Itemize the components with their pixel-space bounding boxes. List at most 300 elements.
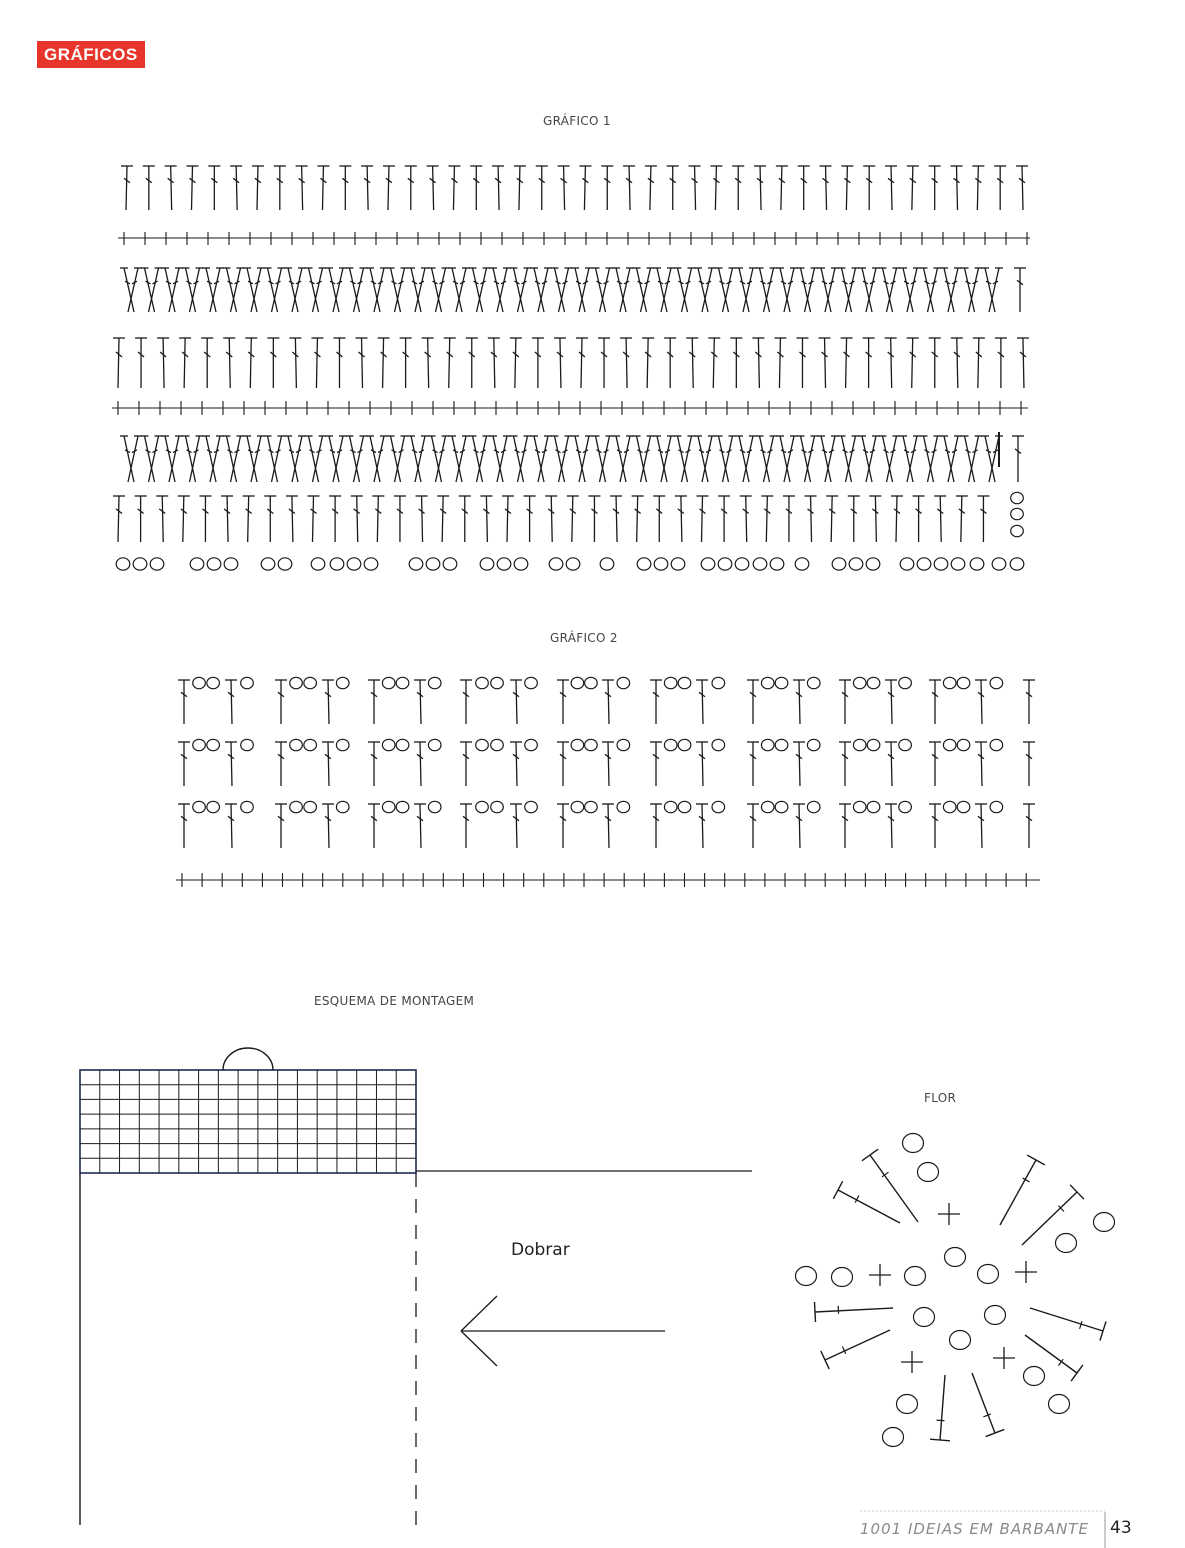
double-crochet-symbol xyxy=(675,496,687,542)
double-crochet-symbol xyxy=(368,742,380,786)
chain-symbol xyxy=(897,1395,918,1414)
double-crochet-symbol xyxy=(839,680,851,724)
double-crochet-symbol xyxy=(805,496,817,542)
double-crochet-symbol xyxy=(557,804,569,848)
chain-symbol xyxy=(678,739,691,750)
crossed-stitch-symbol xyxy=(284,268,306,312)
chain-symbol xyxy=(150,558,164,570)
double-crochet-symbol xyxy=(774,338,786,388)
chain-symbol xyxy=(382,801,395,812)
crossed-stitch-symbol xyxy=(858,436,880,482)
crossed-stitch-symbol xyxy=(243,436,265,482)
double-crochet-symbol xyxy=(793,742,805,786)
crossed-stitch-symbol xyxy=(674,436,696,482)
double-crochet-symbol xyxy=(208,166,220,210)
crossed-stitch-symbol xyxy=(653,436,675,482)
crossed-stitch-symbol xyxy=(674,268,696,312)
double-crochet-symbol xyxy=(686,338,698,388)
double-crochet-symbol xyxy=(667,166,679,210)
chain-symbol xyxy=(853,801,866,812)
double-crochet-symbol xyxy=(230,166,242,210)
double-crochet-symbol xyxy=(437,496,449,542)
crossed-stitch-symbol xyxy=(346,436,368,482)
chain-symbol xyxy=(617,801,630,812)
crossed-stitch-symbol xyxy=(612,268,634,312)
double-crochet-symbol xyxy=(289,338,301,388)
double-crochet-symbol xyxy=(885,742,897,786)
chain-symbol xyxy=(224,558,238,570)
double-crochet-symbol xyxy=(356,338,368,388)
double-crochet-symbol xyxy=(121,166,133,210)
double-crochet-symbol xyxy=(588,496,600,542)
double-crochet-symbol xyxy=(368,804,380,848)
double-crochet-symbol xyxy=(444,338,456,388)
double-crochet-symbol xyxy=(664,338,676,388)
chain-symbol xyxy=(951,558,965,570)
crossed-stitch-symbol xyxy=(120,436,142,482)
chain-symbol xyxy=(514,558,528,570)
chain-symbol xyxy=(525,739,538,750)
crossed-stitch-symbol xyxy=(428,436,450,482)
chain-symbol xyxy=(497,558,511,570)
double-crochet-symbol xyxy=(1017,338,1029,388)
chain-symbol xyxy=(330,558,344,570)
double-crochet-symbol xyxy=(907,338,919,388)
double-crochet-symbol xyxy=(826,496,838,542)
chart2-title: GRÁFICO 2 xyxy=(550,631,618,645)
double-crochet-symbol xyxy=(225,742,237,786)
assembly-diagram xyxy=(80,1048,752,1525)
crossed-stitch-symbol xyxy=(346,268,368,312)
chain-symbol xyxy=(207,801,220,812)
double-crochet-symbol xyxy=(311,338,323,388)
double-crochet-symbol xyxy=(414,680,426,724)
chain-symbol xyxy=(701,558,715,570)
double-crochet-symbol xyxy=(740,496,752,542)
chain-symbol xyxy=(549,558,563,570)
double-crochet-symbol xyxy=(502,496,514,542)
double-crochet-symbol xyxy=(929,680,941,724)
double-crochet-symbol xyxy=(510,680,522,724)
double-crochet-symbol xyxy=(929,166,941,210)
chain-symbol xyxy=(943,739,956,750)
double-crochet-symbol xyxy=(747,804,759,848)
double-crochet-symbol xyxy=(333,338,345,388)
petal-stitch-symbol xyxy=(862,1149,918,1222)
chain-symbol xyxy=(712,739,725,750)
chain-symbol xyxy=(1011,492,1024,503)
double-crochet-symbol xyxy=(524,496,536,542)
crossed-stitch-symbol xyxy=(879,268,901,312)
double-crochet-symbol xyxy=(245,338,257,388)
chain-symbol xyxy=(443,558,457,570)
crossed-stitch-symbol xyxy=(776,436,798,482)
double-crochet-symbol xyxy=(610,496,622,542)
double-crochet-symbol xyxy=(793,804,805,848)
chain-symbol xyxy=(795,558,809,570)
crossed-stitch-symbol xyxy=(161,436,183,482)
double-crochet-symbol xyxy=(689,166,701,210)
crossed-stitch-symbol xyxy=(448,436,470,482)
crossed-stitch-symbol xyxy=(223,436,245,482)
double-crochet-symbol xyxy=(973,338,985,388)
double-crochet-symbol xyxy=(480,496,492,542)
double-crochet-symbol xyxy=(783,496,795,542)
crossed-stitch-symbol xyxy=(817,268,839,312)
chain-symbol xyxy=(193,677,206,688)
chain-symbol xyxy=(761,739,774,750)
chain-symbol xyxy=(241,739,254,750)
chain-symbol xyxy=(990,739,1003,750)
crossed-stitch-symbol xyxy=(838,268,860,312)
chain-symbol xyxy=(1049,1395,1070,1414)
double-crochet-symbol xyxy=(317,166,329,210)
chain-symbol xyxy=(585,739,598,750)
chain-symbol xyxy=(311,558,325,570)
chain-symbol xyxy=(914,1308,935,1327)
chain-symbol xyxy=(476,677,489,688)
crossed-stitch-symbol xyxy=(182,436,204,482)
chain-symbol xyxy=(867,739,880,750)
double-crochet-symbol xyxy=(394,496,406,542)
crossed-stitch-symbol xyxy=(284,436,306,482)
double-crochet-symbol xyxy=(275,742,287,786)
double-crochet-symbol xyxy=(951,338,963,388)
crossed-stitch-symbol xyxy=(264,436,286,482)
double-crochet-symbol xyxy=(620,338,632,388)
double-crochet-symbol xyxy=(579,166,591,210)
crossed-stitch-symbol xyxy=(756,436,778,482)
single-crochet-symbol xyxy=(869,1264,891,1286)
chain-symbol xyxy=(290,739,303,750)
double-crochet-symbol xyxy=(351,496,363,542)
single-crochet-symbol xyxy=(993,1347,1015,1369)
double-crochet-symbol xyxy=(1023,742,1035,786)
grid-panel xyxy=(80,1070,416,1173)
chain-symbol xyxy=(770,558,784,570)
chain-symbol xyxy=(207,739,220,750)
crossed-stitch-symbol xyxy=(981,268,1003,312)
double-crochet-symbol xyxy=(178,496,190,542)
chain-symbol xyxy=(207,677,220,688)
chain-symbol xyxy=(905,1267,926,1286)
double-crochet-symbol xyxy=(645,166,657,210)
double-crochet-symbol xyxy=(863,166,875,210)
double-crochet-symbol xyxy=(696,496,708,542)
crossed-stitch-symbol xyxy=(182,268,204,312)
double-crochet-symbol xyxy=(863,338,875,388)
chain-symbol xyxy=(585,677,598,688)
crossed-stitch-symbol xyxy=(776,268,798,312)
crossed-stitch-symbol xyxy=(715,268,737,312)
chain-symbol xyxy=(712,677,725,688)
double-crochet-symbol xyxy=(400,338,412,388)
double-crochet-symbol xyxy=(972,166,984,210)
chain-symbol xyxy=(382,677,395,688)
chain-symbol xyxy=(193,801,206,812)
chain-symbol xyxy=(290,801,303,812)
double-crochet-symbol xyxy=(869,496,881,542)
chain-symbol xyxy=(585,801,598,812)
crossed-stitch-symbol xyxy=(489,436,511,482)
petal-stitch-symbol xyxy=(1000,1155,1045,1225)
double-crochet-symbol xyxy=(225,680,237,724)
crossed-stitch-symbol xyxy=(448,268,470,312)
crossed-stitch-symbol xyxy=(264,268,286,312)
chain-symbol xyxy=(409,558,423,570)
double-crochet-symbol xyxy=(378,338,390,388)
double-crochet-symbol xyxy=(839,804,851,848)
crossed-stitch-symbol xyxy=(899,268,921,312)
double-crochet-symbol xyxy=(264,496,276,542)
double-crochet-symbol xyxy=(275,680,287,724)
chain-symbol xyxy=(476,739,489,750)
chain-symbol xyxy=(761,801,774,812)
double-crochet-symbol xyxy=(307,496,319,542)
double-crochet-symbol xyxy=(650,804,662,848)
double-crochet-symbol xyxy=(510,742,522,786)
publication-name: 1001 IDEIAS EM BARBANTE xyxy=(860,1520,1089,1538)
crossed-stitch-symbol xyxy=(469,268,491,312)
double-crochet-symbol xyxy=(1023,680,1035,724)
double-crochet-symbol xyxy=(601,166,613,210)
double-crochet-symbol xyxy=(414,804,426,848)
double-crochet-symbol xyxy=(602,804,614,848)
double-crochet-symbol xyxy=(329,496,341,542)
chain-symbol xyxy=(832,558,846,570)
chain-symbol xyxy=(899,677,912,688)
chain-symbol xyxy=(336,677,349,688)
chain-symbol xyxy=(866,558,880,570)
crossed-stitch-symbol xyxy=(571,436,593,482)
chain-symbol xyxy=(428,677,441,688)
double-crochet-symbol xyxy=(907,166,919,210)
crossed-stitch-symbol xyxy=(387,436,409,482)
chain-symbol xyxy=(775,739,788,750)
chain-symbol xyxy=(207,558,221,570)
double-crochet-symbol xyxy=(416,496,428,542)
double-crochet-symbol xyxy=(143,166,155,210)
chain-symbol xyxy=(571,801,584,812)
crossed-stitch-symbol xyxy=(633,436,655,482)
chain-symbol xyxy=(807,739,820,750)
double-crochet-symbol xyxy=(696,680,708,724)
double-crochet-symbol xyxy=(975,742,987,786)
crossed-stitch-symbol xyxy=(510,436,532,482)
chain-symbol xyxy=(796,1267,817,1286)
double-crochet-symbol xyxy=(274,166,286,210)
flower-title: FLOR xyxy=(924,1091,957,1105)
chain-symbol xyxy=(712,801,725,812)
crossed-stitch-symbol xyxy=(161,268,183,312)
crossed-stitch-symbol xyxy=(551,436,573,482)
petal-stitch-symbol xyxy=(930,1375,950,1441)
crossed-stitch-symbol xyxy=(120,268,142,312)
chain-symbol xyxy=(525,677,538,688)
petal-stitch-symbol xyxy=(1025,1335,1083,1381)
chain-symbol xyxy=(883,1428,904,1447)
petal-stitch-symbol xyxy=(1030,1308,1106,1341)
crossed-stitch-symbol xyxy=(920,268,942,312)
chain-symbol xyxy=(491,739,504,750)
chain-symbol xyxy=(396,801,409,812)
crossed-stitch-symbol xyxy=(715,436,737,482)
chain-symbol xyxy=(1011,508,1024,519)
chain-symbol xyxy=(617,677,630,688)
crossed-stitch-symbol xyxy=(612,436,634,482)
fold-arrow xyxy=(461,1296,665,1366)
crossed-stitch-symbol xyxy=(694,268,716,312)
double-crochet-symbol xyxy=(848,496,860,542)
chain-symbol xyxy=(957,677,970,688)
double-crochet-symbol xyxy=(885,338,897,388)
chain-symbol xyxy=(853,677,866,688)
chain-symbol xyxy=(775,677,788,688)
petal-stitch-symbol xyxy=(821,1330,890,1369)
double-crochet-symbol xyxy=(459,496,471,542)
chain-symbol xyxy=(241,677,254,688)
crossed-stitch-symbol xyxy=(551,268,573,312)
double-crochet-symbol xyxy=(199,496,211,542)
chain-symbol xyxy=(1011,525,1024,536)
chain-symbol xyxy=(867,801,880,812)
chain-symbol xyxy=(525,801,538,812)
double-crochet-symbol xyxy=(113,496,125,542)
double-crochet-symbol xyxy=(339,166,351,210)
double-crochet-symbol xyxy=(422,338,434,388)
double-crochet-symbol xyxy=(252,166,264,210)
chain-symbol xyxy=(664,801,677,812)
double-crochet-symbol xyxy=(460,804,472,848)
chain-symbol xyxy=(899,801,912,812)
double-crochet-symbol xyxy=(322,680,334,724)
double-crochet-symbol xyxy=(514,166,526,210)
chain-symbol xyxy=(735,558,749,570)
chain-symbol xyxy=(807,801,820,812)
chain-symbol xyxy=(278,558,292,570)
double-crochet-symbol xyxy=(708,338,720,388)
double-crochet-symbol xyxy=(460,742,472,786)
double-crochet-symbol xyxy=(696,742,708,786)
chain-symbol xyxy=(678,677,691,688)
double-crochet-symbol xyxy=(1012,436,1024,482)
double-crochet-symbol xyxy=(372,496,384,542)
crossed-stitch-symbol xyxy=(202,436,224,482)
crossed-stitch-symbol xyxy=(797,436,819,482)
double-crochet-symbol xyxy=(913,496,925,542)
double-crochet-symbol xyxy=(696,804,708,848)
double-crochet-symbol xyxy=(994,166,1006,210)
double-crochet-symbol xyxy=(361,166,373,210)
double-crochet-symbol xyxy=(510,338,522,388)
chain-symbol xyxy=(775,801,788,812)
chain-symbol xyxy=(899,739,912,750)
chain-symbol xyxy=(1094,1213,1115,1232)
double-crochet-symbol xyxy=(532,338,544,388)
double-crochet-symbol xyxy=(732,166,744,210)
double-crochet-symbol xyxy=(113,338,125,388)
double-crochet-symbol xyxy=(368,680,380,724)
chain-symbol xyxy=(1010,558,1024,570)
chain-symbol xyxy=(918,1163,939,1182)
crossed-stitch-symbol xyxy=(817,436,839,482)
page-number: 43 xyxy=(1110,1518,1132,1538)
chain-symbol xyxy=(957,739,970,750)
crossed-stitch-symbol xyxy=(961,436,983,482)
crossed-stitch-symbol xyxy=(407,436,429,482)
chain-symbol xyxy=(678,801,691,812)
double-crochet-symbol xyxy=(650,680,662,724)
chain-symbol xyxy=(945,1248,966,1267)
chart1-title: GRÁFICO 1 xyxy=(543,114,611,128)
double-crochet-symbol xyxy=(156,496,168,542)
chain-symbol xyxy=(853,739,866,750)
chain-symbol xyxy=(990,677,1003,688)
double-crochet-symbol xyxy=(650,742,662,786)
crossed-stitch-symbol xyxy=(141,268,163,312)
crossed-stitch-symbol xyxy=(141,436,163,482)
chain-symbol xyxy=(753,558,767,570)
double-crochet-symbol xyxy=(178,742,190,786)
crossed-stitch-symbol xyxy=(366,436,388,482)
chain-symbol xyxy=(718,558,732,570)
double-crochet-symbol xyxy=(322,804,334,848)
chain-symbol xyxy=(617,739,630,750)
double-crochet-symbol xyxy=(322,742,334,786)
chain-symbol xyxy=(957,801,970,812)
double-crochet-symbol xyxy=(623,166,635,210)
double-crochet-symbol xyxy=(414,742,426,786)
chain-symbol xyxy=(116,558,130,570)
double-crochet-symbol xyxy=(179,338,191,388)
double-crochet-symbol xyxy=(885,680,897,724)
chain-symbol xyxy=(934,558,948,570)
double-crochet-symbol xyxy=(243,496,255,542)
double-crochet-symbol xyxy=(752,338,764,388)
double-crochet-symbol xyxy=(885,166,897,210)
crossed-stitch-symbol xyxy=(305,436,327,482)
chain-symbol xyxy=(654,558,668,570)
fold-label: Dobrar xyxy=(511,1240,570,1260)
crossed-stitch-symbol xyxy=(592,268,614,312)
double-crochet-symbol xyxy=(602,680,614,724)
crossed-stitch-symbol xyxy=(325,436,347,482)
double-crochet-symbol xyxy=(754,166,766,210)
crossed-stitch-symbol xyxy=(223,268,245,312)
double-crochet-symbol xyxy=(460,680,472,724)
chain-symbol xyxy=(396,739,409,750)
assembly-title: ESQUEMA DE MONTAGEM xyxy=(314,994,475,1008)
double-crochet-symbol xyxy=(201,338,213,388)
chain-symbol xyxy=(491,677,504,688)
chain-symbol xyxy=(832,1268,853,1287)
chain-symbol xyxy=(917,558,931,570)
chain-symbol xyxy=(943,677,956,688)
double-crochet-symbol xyxy=(558,166,570,210)
double-crochet-symbol xyxy=(1016,166,1028,210)
chain-symbol xyxy=(304,801,317,812)
crossed-stitch-symbol xyxy=(735,268,757,312)
crossed-stitch-symbol xyxy=(653,268,675,312)
double-crochet-symbol xyxy=(710,166,722,210)
double-crochet-symbol xyxy=(576,338,588,388)
chain-symbol xyxy=(304,739,317,750)
crossed-stitch-symbol xyxy=(305,268,327,312)
petal-stitch-symbol xyxy=(833,1181,900,1223)
double-crochet-symbol xyxy=(135,338,147,388)
crossed-stitch-symbol xyxy=(797,268,819,312)
double-crochet-symbol xyxy=(653,496,665,542)
